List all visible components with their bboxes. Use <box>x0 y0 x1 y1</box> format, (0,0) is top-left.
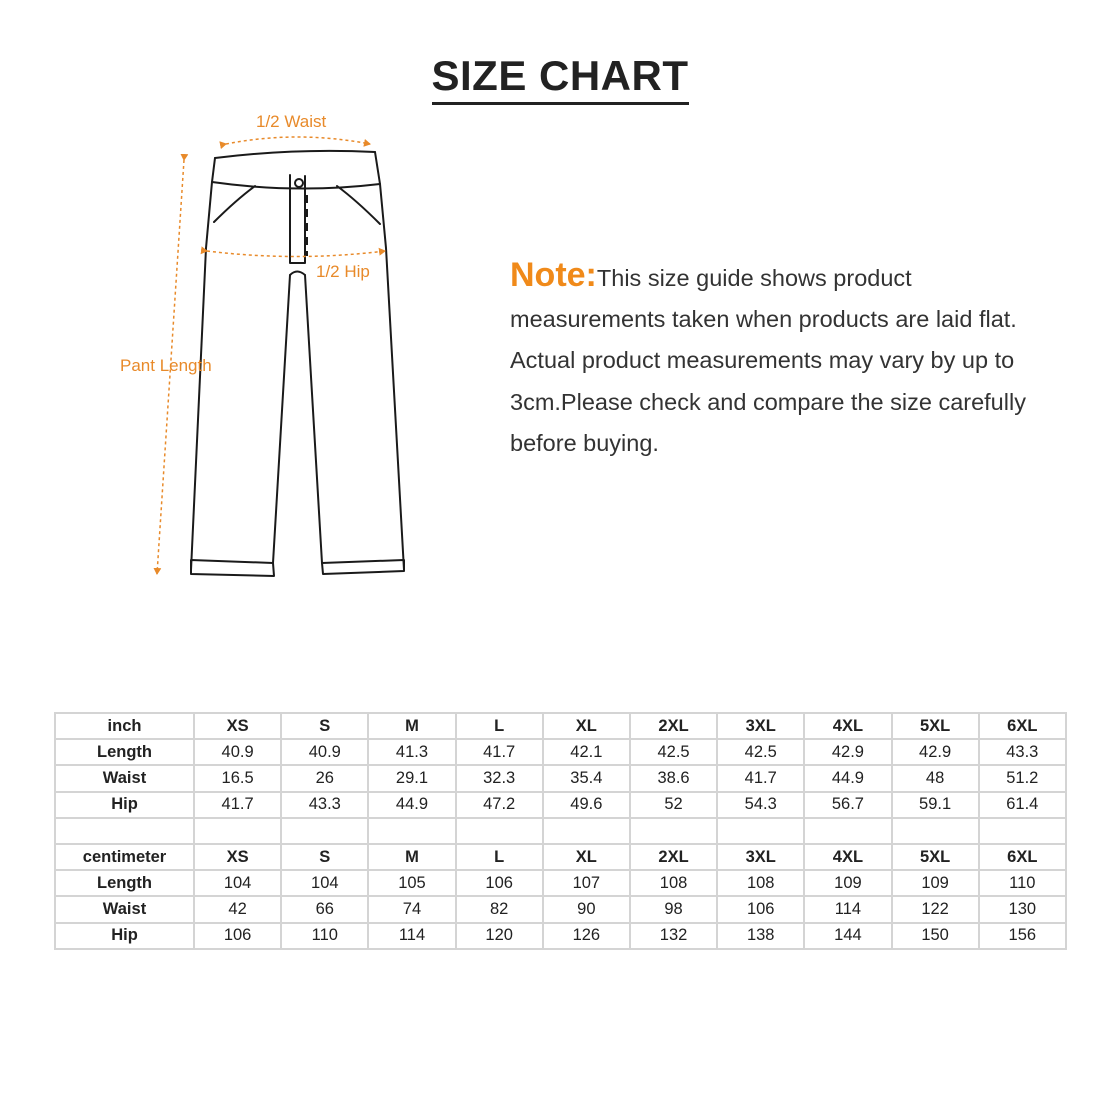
table-row <box>55 792 1066 818</box>
inch-header-row <box>55 713 1066 739</box>
waistband-right <box>375 152 380 184</box>
waistband-top <box>215 151 375 158</box>
measurement-value: 106 <box>717 896 804 922</box>
measurement-value: 16.5 <box>194 765 281 791</box>
measurement-value: 35.4 <box>543 765 630 791</box>
measurement-value: 109 <box>892 870 979 896</box>
pants-right-side <box>380 184 404 570</box>
measurement-value: 105 <box>368 870 455 896</box>
measurement-label: Hip <box>55 923 194 949</box>
measurement-value: 41.3 <box>368 739 455 765</box>
measurement-label: Length <box>55 870 194 896</box>
measurement-value: 40.9 <box>281 739 368 765</box>
size-header-cell: 5XL <box>892 713 979 739</box>
measurement-value: 120 <box>456 923 543 949</box>
note-label: Note: <box>510 256 597 294</box>
measurement-value: 54.3 <box>717 792 804 818</box>
measurement-value: 49.6 <box>543 792 630 818</box>
empty-cell <box>979 818 1066 844</box>
size-header-cell: 2XL <box>630 713 717 739</box>
measurement-value: 42 <box>194 896 281 922</box>
measurement-value: 59.1 <box>892 792 979 818</box>
measurement-label: Waist <box>55 765 194 791</box>
measurement-value: 82 <box>456 896 543 922</box>
crotch <box>290 272 305 276</box>
unit-label: inch <box>55 713 194 739</box>
size-header-cell: XL <box>543 713 630 739</box>
measurement-value: 122 <box>892 896 979 922</box>
empty-cell <box>717 818 804 844</box>
size-header-cell: XL <box>543 844 630 870</box>
measurement-value: 132 <box>630 923 717 949</box>
length-label: Pant Length <box>120 356 212 375</box>
empty-cell <box>892 818 979 844</box>
table-row <box>55 870 1066 896</box>
measurement-value: 106 <box>456 870 543 896</box>
size-header-cell: 2XL <box>630 844 717 870</box>
measurement-value: 42.9 <box>892 739 979 765</box>
measurement-value: 104 <box>281 870 368 896</box>
table-row <box>55 896 1066 922</box>
hip-label: 1/2 Hip <box>316 262 370 281</box>
measurement-value: 61.4 <box>979 792 1066 818</box>
right-hem <box>322 560 404 574</box>
measurement-value: 98 <box>630 896 717 922</box>
empty-cell <box>281 818 368 844</box>
empty-cell <box>55 818 194 844</box>
hip-arrow <box>207 251 385 257</box>
size-header-cell: XS <box>194 713 281 739</box>
note-text: This size guide shows product measurements taken when products are laid flat. Actual product measurements may vary by up to 3cm.Please check and compare the size carefully before buying. <box>510 265 1026 456</box>
table-row <box>55 923 1066 949</box>
measurement-value: 74 <box>368 896 455 922</box>
measurement-value: 110 <box>979 870 1066 896</box>
measurement-value: 56.7 <box>804 792 891 818</box>
empty-cell <box>630 818 717 844</box>
measurement-label: Hip <box>55 792 194 818</box>
size-table <box>54 712 1067 950</box>
measurement-value: 41.7 <box>456 739 543 765</box>
measurement-value: 41.7 <box>717 765 804 791</box>
measurement-value: 26 <box>281 765 368 791</box>
size-header-cell: 4XL <box>804 844 891 870</box>
measurement-value: 40.9 <box>194 739 281 765</box>
size-header-cell: M <box>368 713 455 739</box>
inner-left-leg <box>273 275 290 563</box>
table-row <box>55 739 1066 765</box>
measurement-value: 107 <box>543 870 630 896</box>
inner-right-leg <box>305 275 322 563</box>
left-hem <box>191 560 274 576</box>
size-header-cell: M <box>368 844 455 870</box>
size-header-cell: 6XL <box>979 713 1066 739</box>
measurement-value: 130 <box>979 896 1066 922</box>
measurement-value: 44.9 <box>804 765 891 791</box>
measurement-value: 150 <box>892 923 979 949</box>
size-header-cell: 3XL <box>717 844 804 870</box>
measurement-value: 29.1 <box>368 765 455 791</box>
measurement-value: 41.7 <box>194 792 281 818</box>
left-pocket <box>214 186 255 222</box>
size-header-cell: 3XL <box>717 713 804 739</box>
measurement-value: 90 <box>543 896 630 922</box>
measurement-value: 104 <box>194 870 281 896</box>
unit-label: centimeter <box>55 844 194 870</box>
measurement-value: 108 <box>717 870 804 896</box>
measurement-label: Waist <box>55 896 194 922</box>
empty-cell <box>804 818 891 844</box>
button-icon <box>295 179 303 187</box>
measurement-value: 156 <box>979 923 1066 949</box>
measurement-value: 66 <box>281 896 368 922</box>
measurement-value: 110 <box>281 923 368 949</box>
measurement-value: 48 <box>892 765 979 791</box>
measurement-value: 42.1 <box>543 739 630 765</box>
measurement-value: 32.3 <box>456 765 543 791</box>
measurement-value: 43.3 <box>979 739 1066 765</box>
measurement-value: 42.9 <box>804 739 891 765</box>
size-header-cell: L <box>456 713 543 739</box>
empty-cell <box>194 818 281 844</box>
size-header-cell: 5XL <box>892 844 979 870</box>
waistband-left <box>212 158 215 182</box>
table-spacer-row <box>55 818 1066 844</box>
waist-label: 1/2 Waist <box>256 112 327 131</box>
size-header-cell: S <box>281 844 368 870</box>
measurement-value: 106 <box>194 923 281 949</box>
size-header-cell: L <box>456 844 543 870</box>
waist-arrow <box>226 137 370 144</box>
measurement-value: 42.5 <box>630 739 717 765</box>
pants-left-side <box>191 182 212 570</box>
page-title-text: SIZE CHART <box>432 52 689 105</box>
centimeter-header-row <box>55 844 1066 870</box>
measurement-value: 109 <box>804 870 891 896</box>
empty-cell <box>368 818 455 844</box>
measurement-label: Length <box>55 739 194 765</box>
measurement-value: 43.3 <box>281 792 368 818</box>
measurement-value: 47.2 <box>456 792 543 818</box>
empty-cell <box>456 818 543 844</box>
size-header-cell: XS <box>194 844 281 870</box>
pants-outline <box>191 151 404 576</box>
measurement-value: 38.6 <box>630 765 717 791</box>
measurement-value: 51.2 <box>979 765 1066 791</box>
measurement-value: 52 <box>630 792 717 818</box>
size-header-cell: 6XL <box>979 844 1066 870</box>
empty-cell <box>543 818 630 844</box>
table-row <box>55 765 1066 791</box>
measurement-value: 108 <box>630 870 717 896</box>
note-block <box>510 255 1030 464</box>
measurement-value: 138 <box>717 923 804 949</box>
right-pocket <box>337 186 380 224</box>
measurement-value: 44.9 <box>368 792 455 818</box>
size-header-cell: S <box>281 713 368 739</box>
measurement-value: 114 <box>804 896 891 922</box>
measurement-value: 114 <box>368 923 455 949</box>
measurement-value: 144 <box>804 923 891 949</box>
measurement-value: 126 <box>543 923 630 949</box>
size-header-cell: 4XL <box>804 713 891 739</box>
measurement-value: 42.5 <box>717 739 804 765</box>
